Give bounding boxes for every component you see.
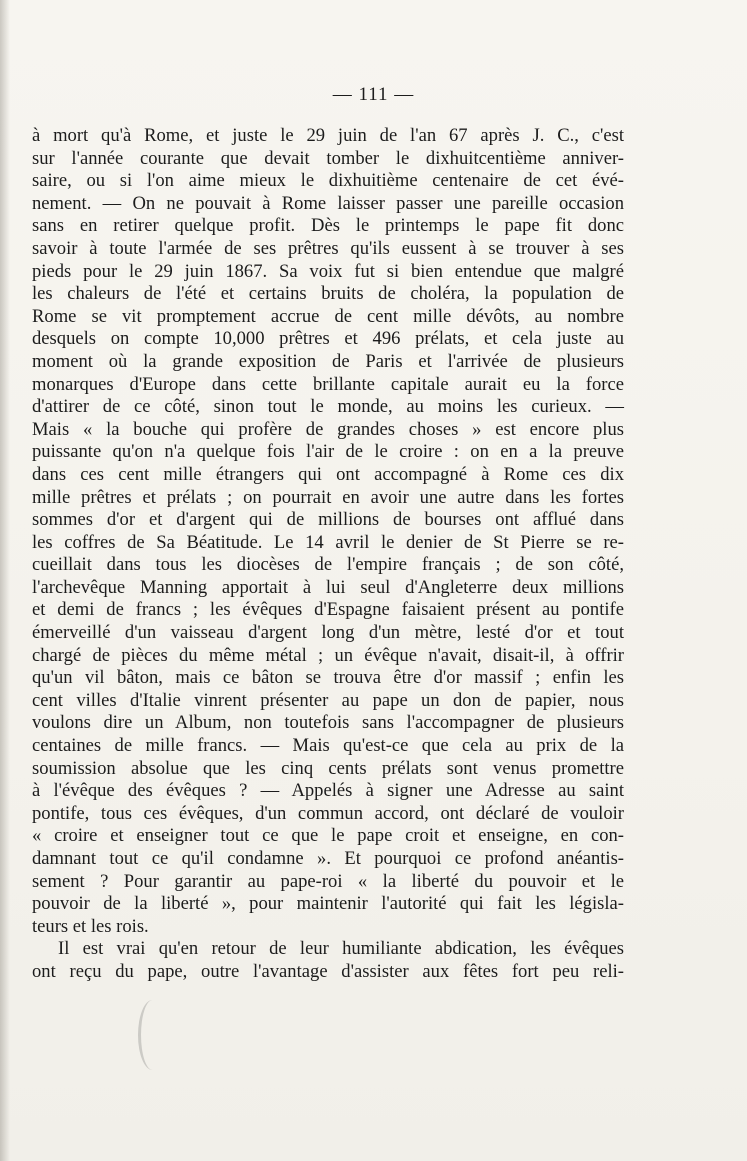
text-line: sans en retirer quelque profit. Dès le printemps le pape fit donc bbox=[32, 215, 624, 237]
text-line: puissante qu'on n'a quelque fois l'air de le croire : on en a la preuve bbox=[32, 441, 624, 463]
text-line: soumission absolue que les cinq cents prélats sont venus promettre bbox=[32, 757, 624, 779]
paragraph-start-line: Il est vrai qu'en retour de leur humiliante abdication, les évêques bbox=[58, 938, 624, 960]
text-line: Mais « la bouche qui profère de grandes choses » est encore plus bbox=[32, 418, 624, 440]
text-line: damnant tout ce qu'il condamne ». Et pourquoi ce profond anéantis- bbox=[32, 848, 624, 869]
text-line: Rome se vit promptement accrue de cent mille dévôts, au nombre bbox=[32, 305, 624, 327]
text-line: saire, ou si l'on aime mieux le dixhuitième centenaire de cet évé- bbox=[32, 170, 624, 192]
text-line: à mort qu'à Rome, et juste le 29 juin de l'an 67 après J. C., c'est bbox=[32, 125, 624, 146]
text-line: mille prêtres et prélats ; on pourrait en avoir une autre dans les fortes bbox=[32, 486, 624, 508]
text-line: savoir à toute l'armée de ses prêtres qu'ils eussent à se trouver à ses bbox=[32, 237, 624, 259]
text-line: émerveillé d'un vaisseau d'argent long d'un mètre, lesté d'or et tout bbox=[32, 622, 624, 644]
ink-stain-mark bbox=[138, 1000, 167, 1070]
text-line: l'archevêque Manning apportait à lui seul d'Angleterre deux millions bbox=[32, 576, 624, 598]
text-line: dans ces cent mille étrangers qui ont accompagné à Rome ces dix bbox=[32, 463, 624, 485]
text-line: pieds pour le 29 juin 1867. Sa voix fut si bien entendue que malgré bbox=[32, 260, 624, 282]
text-line: centaines de mille francs. — Mais qu'est-ce que cela au prix de la bbox=[32, 735, 624, 757]
text-line: moment où la grande exposition de Paris et l'arrivée de plusieurs bbox=[32, 350, 624, 372]
text-line: « croire et enseigner tout ce que le pape croit et enseigne, en con- bbox=[32, 825, 624, 847]
page-number: — 111 — bbox=[332, 84, 415, 105]
text-line: sement ? Pour garantir au pape-roi « la liberté du pouvoir et le bbox=[32, 870, 624, 892]
page-gutter-shadow bbox=[0, 0, 10, 1161]
text-line: et demi de francs ; les évêques d'Espagne faisaient présent au pontife bbox=[32, 599, 624, 621]
text-line: sommes d'or et d'argent qui de millions de bourses ont afflué dans bbox=[32, 509, 624, 531]
text-line: ont reçu du pape, outre l'avantage d'assister aux fêtes fort peu reli- bbox=[32, 960, 624, 982]
text-line: qu'un vil bâton, mais ce bâton se trouva être d'or massif ; enfin les bbox=[32, 667, 624, 689]
text-line: desquels on compte 10,000 prêtres et 496 prélats, et cela juste au bbox=[32, 328, 624, 350]
text-line: cueillait dans tous les diocèses de l'empire français ; de son côté, bbox=[32, 554, 624, 576]
text-line: monarques d'Europe dans cette brillante capitale aurait eu la force bbox=[32, 373, 624, 395]
text-line: les chaleurs de l'été et certains bruits de choléra, la population de bbox=[32, 283, 624, 305]
text-line: voulons dire un Album, non toutefois sans l'accompagner de plusieurs bbox=[32, 712, 624, 734]
text-line: cent villes d'Italie vinrent présenter au pape un don de papier, nous bbox=[32, 689, 624, 711]
text-line: sur l'année courante que devait tomber le dixhuitcentième anniver- bbox=[32, 147, 624, 169]
text-line: chargé de pièces du même métal ; un évêque n'avait, disait-il, à offrir bbox=[32, 644, 624, 666]
text-line: les coffres de Sa Béatitude. Le 14 avril le denier de St Pierre se re- bbox=[32, 531, 624, 553]
paragraph-end-line: teurs et les rois. bbox=[32, 915, 149, 937]
text-line: d'attirer de ce côté, sinon tout le monde, au moins les curieux. — bbox=[32, 396, 624, 418]
text-line: pontife, tous ces évêques, d'un commun accord, ont déclaré de vouloir bbox=[32, 802, 624, 824]
body-text bbox=[32, 125, 624, 984]
text-line: pouvoir de la liberté », pour maintenir l'autorité qui fait les législa- bbox=[32, 893, 624, 915]
text-line: nement. — On ne pouvait à Rome laisser passer une pareille occasion bbox=[32, 192, 624, 214]
text-line: à l'évêque des évêques ? — Appelés à signer une Adresse au saint bbox=[32, 780, 624, 802]
